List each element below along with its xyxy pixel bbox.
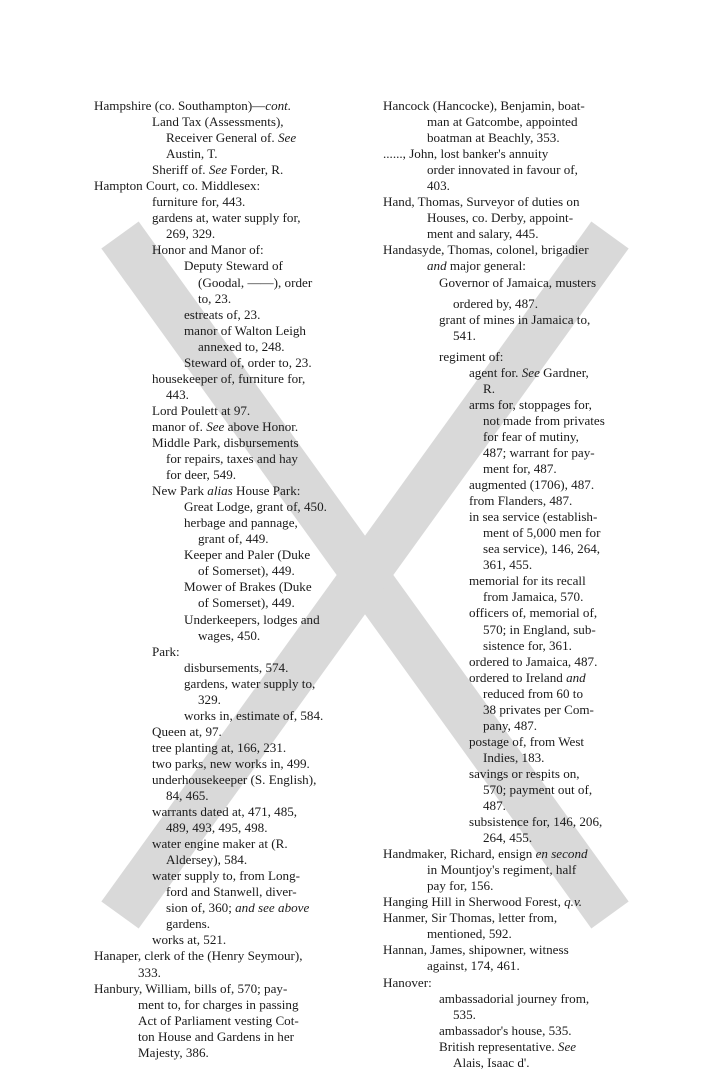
index-entry-line: Mower of Brakes (Duke — [184, 579, 312, 595]
index-entry-line: 403. — [427, 178, 450, 194]
index-entry-line: 443. — [166, 386, 189, 402]
index-entry-line: gardens, water supply to, — [184, 675, 316, 691]
index-entry-line: against, 174, 461. — [427, 958, 520, 974]
index-entry-line: wages, 450. — [198, 627, 261, 643]
index-entry-line: mentioned, 592. — [427, 926, 512, 942]
index-entry-line: of Somerset), 449. — [198, 563, 295, 579]
index-entry-line: boatman at Beachly, 353. — [427, 130, 560, 146]
index-entry-line: 487. — [483, 798, 506, 814]
index-entry-line: 570; in England, sub- — [483, 621, 596, 637]
index-entry-line: ment for, 487. — [483, 461, 557, 477]
index-entry-line: Steward of, order to, 23. — [184, 354, 312, 370]
index-entry-line: British representative. See — [439, 1038, 577, 1054]
index-entry-line: man at Gatcombe, appointed — [427, 114, 578, 130]
index-entry-line: Austin, T. — [166, 146, 218, 162]
index-entry-line: for repairs, taxes and hay — [166, 451, 298, 467]
index-entry-line: ton House and Gardens in her — [138, 1028, 294, 1044]
index-entry-line: Governor of Jamaica, musters — [439, 274, 597, 290]
index-entry-line: 269, 329. — [166, 226, 216, 242]
index-entry-line: Land Tax (Assessments), — [152, 114, 284, 130]
index-entry-line: pany, 487. — [483, 717, 538, 733]
index-entry-line: Hanging Hill in Sherwood Forest, q.v. — [383, 894, 583, 910]
index-entry-line: 487; warrant for pay- — [483, 444, 595, 460]
page-header — [0, 60, 720, 84]
index-entry-line: two parks, new works in, 499. — [152, 755, 310, 771]
index-entry-line: Handmaker, Richard, ensign en second — [383, 846, 588, 862]
index-entry-line: herbage and pannage, — [184, 515, 298, 531]
index-entry-line: regiment of: — [439, 348, 504, 364]
index-entry-line: 570; payment out of, — [483, 781, 593, 797]
index-entry-line: savings or respits on, — [469, 765, 580, 781]
index-entry-line: Act of Parliament vesting Cot- — [138, 1012, 299, 1028]
index-entry-line: Aldersey), 584. — [166, 852, 248, 868]
index-column-right — [383, 98, 628, 1071]
index-entry-line: Park: — [152, 643, 180, 659]
index-entry-line: Alais, Isaac d'. — [453, 1054, 530, 1070]
index-entry-line: 333. — [138, 964, 161, 980]
index-entry-line: Indies, 183. — [483, 749, 545, 765]
index-entry-line: Hampshire (co. Southampton)—cont. — [94, 98, 292, 113]
index-entry-line: ford and Stanwell, diver- — [166, 884, 297, 900]
index-entry-line: 535. — [453, 1006, 476, 1022]
index-entry-line: gardens. — [166, 916, 210, 932]
index-entry-line: works in, estimate of, 584. — [184, 707, 324, 723]
index-entry-line: ment of 5,000 men for — [483, 525, 601, 541]
index-entry-line: sistence for, 361. — [483, 637, 572, 653]
index-entry-line: gardens at, water supply for, — [152, 210, 301, 226]
index-entry-line: ment to, for charges in passing — [138, 996, 299, 1012]
index-entry-line: for deer, 549. — [166, 467, 237, 483]
index-entry-line: to, 23. — [198, 290, 232, 306]
index-entry-line: 38 privates per Com- — [483, 701, 594, 717]
index-entry-line: Hampton Court, co. Middlesex: — [94, 178, 261, 194]
index-entry-line: Sheriff of. See Forder, R. — [152, 162, 284, 178]
index-entry-line: 329. — [198, 691, 221, 707]
index-entry-line: ordered by, 487. — [453, 295, 538, 311]
index-entry-line: and major general: — [427, 258, 526, 274]
index-entry-line: from Flanders, 487. — [469, 493, 573, 509]
index-entry-line: subsistence for, 146, 206, — [469, 814, 603, 830]
index-entry-line: for fear of mutiny, — [483, 428, 579, 444]
index-entry-line: not made from privates — [483, 412, 605, 428]
index-entry-line: Hannan, James, shipowner, witness — [383, 942, 569, 958]
index-entry-line: Hanover: — [383, 974, 432, 990]
index-entry-line: memorial for its recall — [469, 573, 586, 589]
index-entry-line: 541. — [453, 327, 476, 343]
index-entry-line: arms for, stoppages for, — [469, 396, 592, 412]
index-entry-line: tree planting at, 166, 231. — [152, 739, 287, 755]
index-entry-line: 489, 493, 495, 498. — [166, 820, 268, 836]
index-entry-line: grant of, 449. — [198, 531, 269, 547]
index-entry-line: from Jamaica, 570. — [483, 589, 584, 605]
index-entry-line: warrants dated at, 471, 485, — [152, 804, 298, 820]
index-entry-line: underhousekeeper (S. English), — [152, 771, 317, 787]
index-entry-line: Hanmer, Sir Thomas, letter from, — [383, 910, 558, 926]
index-entry-line: pay for, 156. — [427, 878, 494, 894]
index-entry-line: housekeeper of, furniture for, — [152, 370, 306, 386]
index-entry-line: order innovated in favour of, — [427, 162, 578, 178]
index-entry-line: ordered to Ireland and — [469, 669, 586, 685]
index-entry-line: ......, John, lost banker's annuity — [383, 146, 549, 162]
index-entry-line: (Goodal, ——), order — [198, 274, 313, 290]
index-entry-line: Underkeepers, lodges and — [184, 611, 320, 627]
index-entry-line: ambassadorial journey from, — [439, 990, 590, 1006]
index-entry-line: ambassador's house, 535. — [439, 1022, 572, 1038]
index-entry-line: Keeper and Paler (Duke — [184, 547, 311, 563]
index-entry-line: R. — [483, 380, 496, 396]
index-entry-line: agent for. See Gardner, — [469, 364, 589, 380]
index-entry-line: Hand, Thomas, Surveyor of duties on — [383, 194, 580, 210]
index-entry-line: water engine maker at (R. — [152, 836, 288, 852]
index-entry-line: reduced from 60 to — [483, 685, 583, 701]
index-entry-line: manor of Walton Leigh — [184, 322, 306, 338]
index-entry-line: Middle Park, disbursements — [152, 434, 299, 450]
index-entry-line: Honor and Manor of: — [152, 242, 264, 258]
index-entry-line: sion of, 360; and see above — [166, 900, 310, 916]
index-column-left — [94, 98, 374, 1061]
index-entry-line: works at, 521. — [152, 932, 227, 948]
index-entry-line: grant of mines in Jamaica to, — [439, 311, 591, 327]
index-entry-line: Great Lodge, grant of, 450. — [184, 499, 327, 515]
index-entry-line: 361, 455. — [483, 557, 533, 573]
index-entry-line: Receiver General of. See — [166, 130, 297, 146]
index-entry-line: Deputy Steward of — [184, 258, 283, 274]
index-entry-line: manor of. See above Honor. — [152, 418, 299, 434]
index-entry-line: Hanbury, William, bills of, 570; pay- — [94, 980, 288, 996]
index-entry-line: Handasyde, Thomas, colonel, brigadier — [383, 242, 589, 258]
index-entry-line: 264, 455. — [483, 830, 533, 846]
index-entry-line: of Somerset), 449. — [198, 595, 295, 611]
index-entry-line: officers of, memorial of, — [469, 605, 598, 621]
index-entry-line: disbursements, 574. — [184, 659, 289, 675]
index-entry-line: Lord Poulett at 97. — [152, 402, 251, 418]
index-entry-line: sea service), 146, 264, — [483, 541, 601, 557]
index-entry-line: in sea service (establish- — [469, 509, 598, 525]
index-entry-line: ment and salary, 445. — [427, 226, 539, 242]
index-entry-line: Houses, co. Derby, appoint- — [427, 210, 574, 226]
index-entry-line: ordered to Jamaica, 487. — [469, 653, 598, 669]
index-entry-line: annexed to, 248. — [198, 338, 285, 354]
index-entry-line: New Park alias House Park: — [152, 483, 301, 499]
index-entry-line: water supply to, from Long- — [152, 868, 301, 884]
index-entry-line: Majesty, 386. — [138, 1044, 209, 1060]
index-entry-line: 84, 465. — [166, 788, 209, 804]
index-entry-line: postage of, from West — [469, 733, 585, 749]
index-entry-line: Hancock (Hancocke), Benjamin, boat- — [383, 98, 585, 113]
index-entry-line: Queen at, 97. — [152, 723, 222, 739]
index-entry-line: estreats of, 23. — [184, 306, 261, 322]
index-entry-line: in Mountjoy's regiment, half — [427, 862, 577, 878]
index-entry-line: augmented (1706), 487. — [469, 477, 595, 493]
index-entry-line: Hanaper, clerk of the (Henry Seymour), — [94, 948, 303, 964]
index-entry-line: furniture for, 443. — [152, 194, 246, 210]
